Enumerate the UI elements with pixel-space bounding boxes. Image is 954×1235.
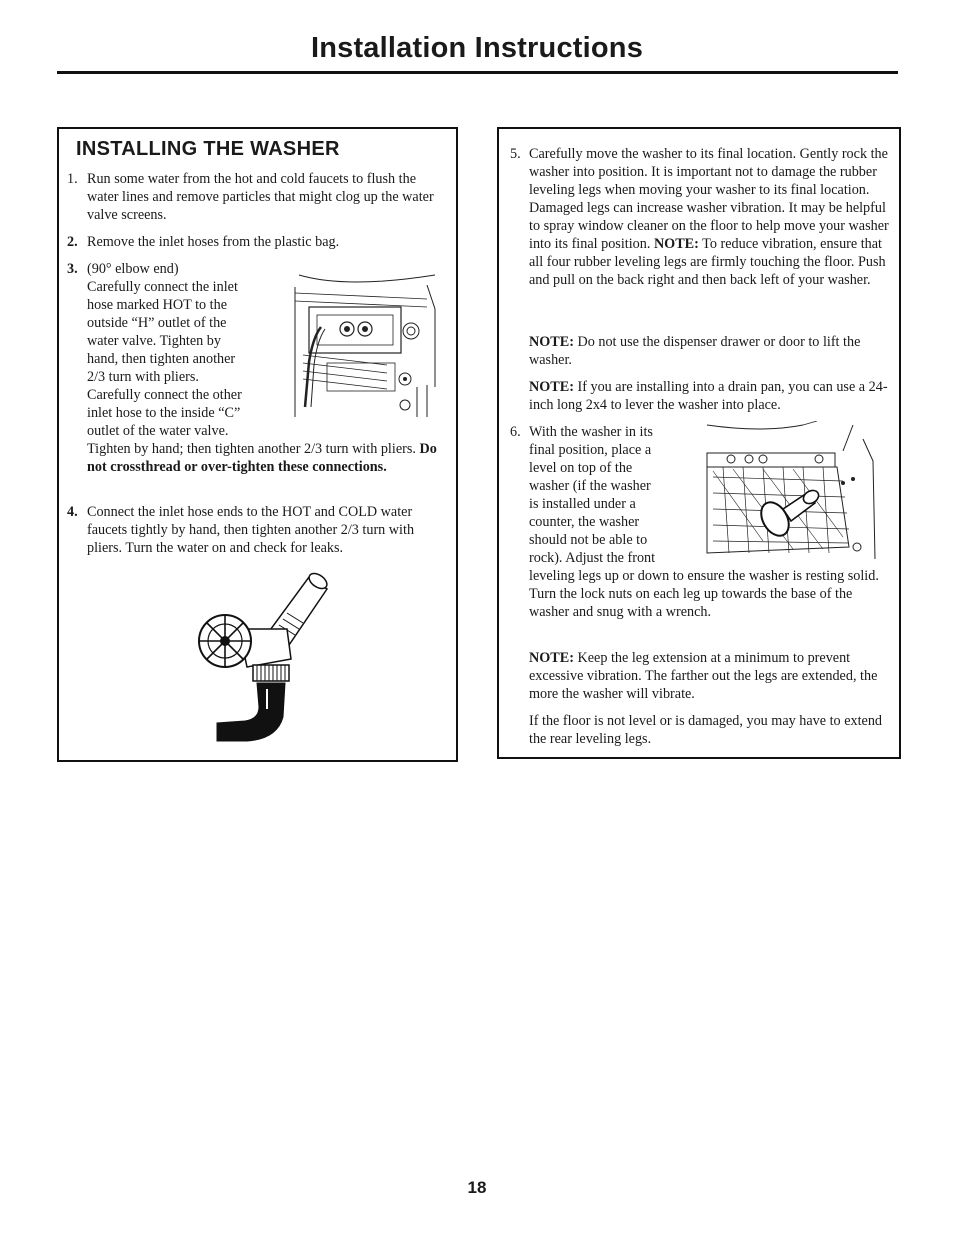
page-title: Installation Instructions <box>310 32 644 64</box>
note-drain-pan <box>529 378 889 414</box>
step-1-text: Run some water from the hot and cold faucets to flush the water lines and remove particles that might clog up the water valve screens. <box>87 171 434 223</box>
step-6-lines <box>529 423 699 567</box>
faucet-illustration <box>187 559 337 744</box>
step-5-note-text: To reduce vibration, ensure that all four rubber leveling legs are firmly touching the floor. Push and pull on the back right and then back left of your washer. <box>529 236 886 288</box>
step-3-tail <box>87 440 449 476</box>
step-6-number: 6. <box>510 424 521 440</box>
step-3-line: 2/3 turn with pliers. <box>87 369 199 385</box>
step-3-line: (90° elbow end) <box>87 261 179 277</box>
step-6-line: should not be able to <box>529 532 648 548</box>
step-4-text: Connect the inlet hose ends to the HOT and COLD water faucets tightly by hand, then tighten another 2/3 turn with pliers. Turn the water on and check for leaks. <box>87 504 415 556</box>
step-6-line: is installed under a <box>529 496 636 512</box>
note-text: Keep the leg extension at a minimum to prevent excessive vibration. The farther out the legs are extended, the more the washer will vibrate. <box>529 650 878 702</box>
right-panel <box>497 127 901 759</box>
left-panel <box>57 127 458 762</box>
step-3-line: outside “H” outlet of the <box>87 315 227 331</box>
step-3-line: Carefully connect the inlet <box>87 279 238 295</box>
note-leg-extension <box>529 649 889 703</box>
section-heading: INSTALLING THE WASHER <box>76 138 340 160</box>
step-5-body: Carefully move the washer to its final location. Gently rock the washer into position. It is important not to damage the rubber leveling legs when moving your washer to its final location. Damaged legs can increase washer vibration. It may be helpful to spray window cleaner on the floor to help move your washer into its final position. <box>529 146 889 252</box>
step-3-line: hose marked HOT to the <box>87 297 228 313</box>
step-3-line: water valve. Tighten by <box>87 333 221 349</box>
step-6-line: rock). Adjust the front <box>529 550 656 566</box>
note-label: NOTE: <box>529 650 574 666</box>
step-6-line: level on top of the <box>529 460 633 476</box>
step-1-number: 1. <box>67 171 78 187</box>
note-label: NOTE: <box>529 379 574 395</box>
note-text: If you are installing into a drain pan, you can use a 24-inch long 2x4 to lever the washer into place. <box>529 379 888 413</box>
step-2-text: Remove the inlet hoses from the plastic bag. <box>87 234 340 250</box>
step-5-text <box>529 145 889 289</box>
leveling-leg-illustration <box>703 421 883 561</box>
page-number: 18 <box>467 1178 487 1197</box>
title-divider <box>57 71 898 74</box>
floor-note: If the floor is not level or is damaged, you may have to extend the rear leveling legs. <box>529 713 883 747</box>
note-dispenser <box>529 333 889 369</box>
step-6-line: washer (if the washer <box>529 478 651 494</box>
step-3-line: Carefully connect the other <box>87 387 242 403</box>
step-5-number: 5. <box>510 146 521 162</box>
step-6-line: With the washer in its <box>529 424 653 440</box>
step-3-lines <box>87 260 307 440</box>
step-3-warning: Do not crossthread or over-tighten these connections. <box>87 441 437 475</box>
step-3-number: 3. <box>67 261 78 277</box>
step-6-line: counter, the washer <box>529 514 640 530</box>
water-valve-illustration <box>287 267 447 417</box>
note-text: Do not use the dispenser drawer or door to lift the washer. <box>529 334 861 368</box>
step-3-line: outlet of the water valve. <box>87 423 229 439</box>
step-3-tail-text: Tighten by hand; then tighten another 2/3 turn with pliers. <box>87 441 416 457</box>
step-2-number: 2. <box>67 234 78 250</box>
step-6-line: final position, place a <box>529 442 652 458</box>
step-3-line: hand, then tighten another <box>87 351 236 367</box>
note-label: NOTE: <box>529 334 574 350</box>
step-4-number: 4. <box>67 504 78 520</box>
step-3-line: inlet hose to the inside “C” <box>87 405 241 421</box>
step-6-tail: leveling legs up or down to ensure the washer is resting solid. Turn the lock nuts on each leg up towards the base of the washer and snug with a wrench. <box>529 568 879 620</box>
step-5-note-label: NOTE: <box>653 236 699 252</box>
